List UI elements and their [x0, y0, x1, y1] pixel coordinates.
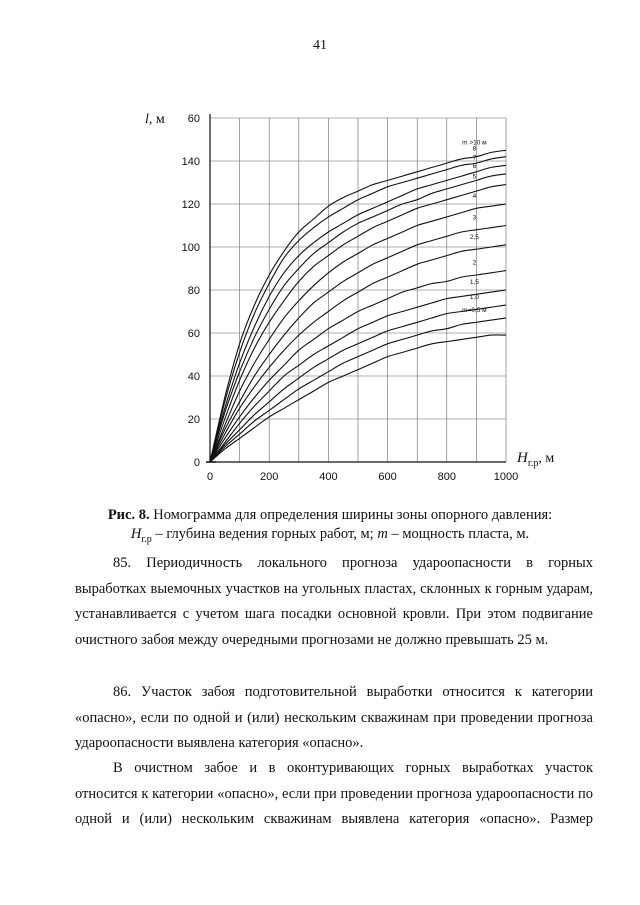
- curve-label: 8: [472, 145, 477, 153]
- curve-label: 1,0: [469, 294, 479, 302]
- caption-title: Номограмма для определения ширины зоны опорного давления:: [149, 507, 553, 523]
- x-tick-label: 1000: [493, 471, 519, 483]
- x-tick-label: 400: [319, 471, 338, 483]
- curve-label: 7: [472, 154, 477, 162]
- caption-symbol-h-sub: г.р: [141, 533, 152, 545]
- caption-line-1: [60, 506, 600, 525]
- paragraph-85: 85. Периодичность локального прогноза удароопасности в горных выработках выемочных участков на угольных пластах, склонных к горным ударам, устанавливается с учетом шага посадки основной кровли. При этом подвигание очистного забоя между очередными прогнозами не должно превышать 25 м.: [75, 555, 593, 648]
- page-number: 41: [313, 38, 327, 53]
- caption-def-h: – глубина ведения горных работ, м;: [151, 526, 378, 542]
- x-tick-label: 800: [437, 471, 456, 483]
- chart-grid: [210, 118, 506, 462]
- curve-label: 2: [472, 259, 477, 267]
- caption-label: Рис. 8.: [107, 507, 150, 523]
- x-tick-label: 600: [378, 471, 397, 483]
- curve-label: 2,5: [469, 233, 479, 241]
- caption-line-2: [60, 525, 600, 549]
- paragraph-87: В очистном забое и в оконтуривающих горных выработках участок относится к категории «опасно», если при проведении прогноза удароопасности по одной и (или) нескольким скважинам выявлена категория «опасно». Размер: [75, 760, 593, 827]
- curve-label: 6: [472, 162, 477, 170]
- y-tick-label: 0: [193, 457, 200, 469]
- y-tick-label: 20: [187, 414, 200, 426]
- curve-label: 1,5: [469, 279, 479, 286]
- curve-label: m=0,5 м: [462, 306, 487, 314]
- chart-curve-labels: [462, 139, 487, 314]
- curve-label: 3: [472, 214, 477, 222]
- caption-symbol-m: m: [377, 526, 388, 542]
- y-axis-label: l, м: [145, 112, 165, 127]
- x-tick-label: 200: [260, 471, 279, 483]
- caption-symbol-h: H: [130, 526, 142, 542]
- curve-label: 5: [472, 173, 477, 181]
- figure-caption: [60, 506, 600, 549]
- y-tick-label: 40: [187, 371, 200, 383]
- y-tick-label: 100: [181, 242, 200, 254]
- paragraph-86: 86. Участок забоя подготовительной выработки относится к категории «опасно», если по одной и (или) нескольким скважинам при проведении прогноза удароопасности выявлена категория «опасно».: [75, 684, 593, 751]
- x-tick-label: 0: [206, 471, 214, 483]
- x-axis-label: $H_{г.р}$, м: [517, 450, 555, 469]
- y-tick-label: 60: [187, 113, 200, 125]
- y-tick-label: 60: [187, 328, 200, 340]
- y-tick-label: 80: [187, 285, 200, 297]
- y-tick-label: 140: [181, 156, 200, 168]
- y-tick-label: 120: [181, 199, 200, 211]
- curve-label: m >10 м: [462, 139, 487, 147]
- curve-label: 4: [472, 193, 477, 200]
- caption-def-m: – мощность пласта, м.: [387, 526, 530, 542]
